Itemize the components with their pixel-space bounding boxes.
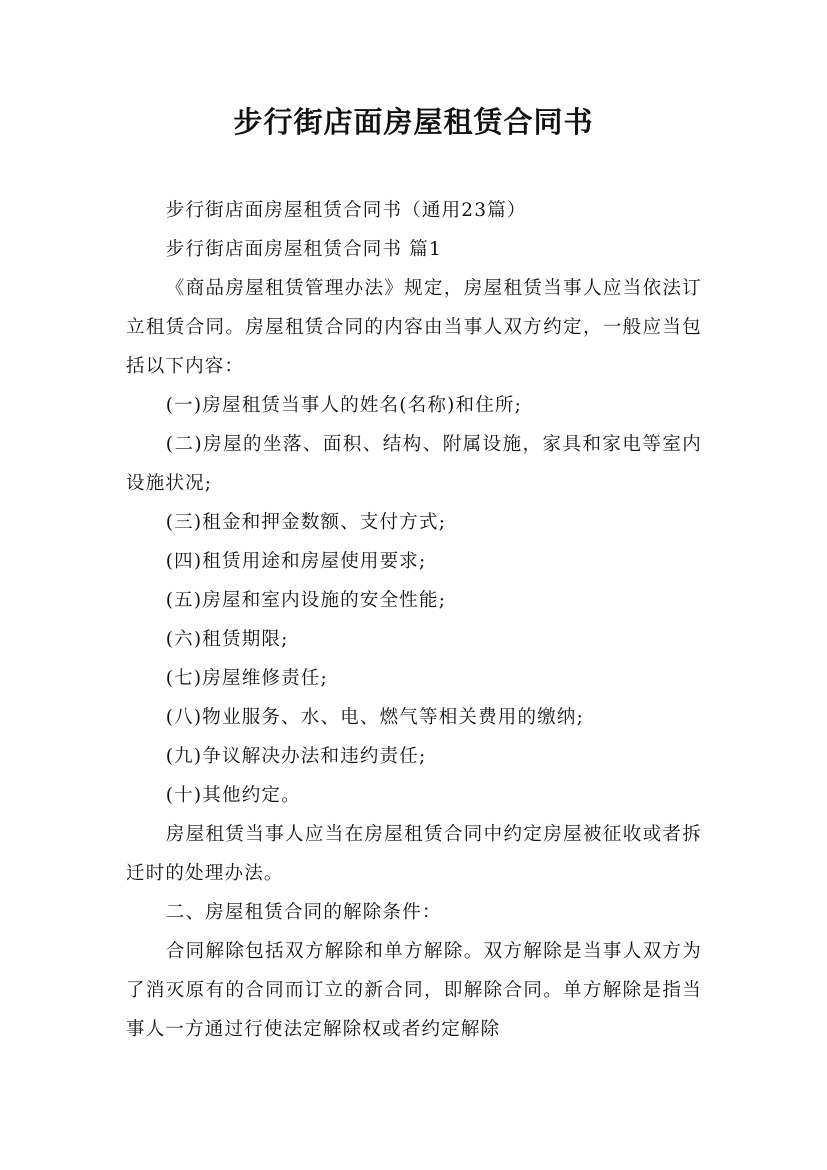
paragraph-subtitle: 步行街店面房屋租赁合同书（通用23篇）	[165, 200, 527, 221]
list-item: (十)其他约定。	[165, 785, 301, 806]
list-item: (二)房屋的坐落、面积、结构、附属设施，家具和家电等室内设施状况;	[126, 434, 702, 494]
list-item: (六)租赁期限;	[165, 629, 289, 650]
list-item: (三)租金和押金数额、支付方式;	[165, 512, 447, 533]
document-title: 步行街店面房屋租赁合同书	[233, 105, 594, 139]
paragraph-expropriation: 房屋租赁当事人应当在房屋租赁合同中约定房屋被征收或者拆迁时的处理办法。	[126, 824, 702, 884]
list-item: (五)房屋和室内设施的安全性能;	[165, 590, 447, 611]
document-body	[126, 191, 702, 1049]
list-item: (四)租赁用途和房屋使用要求;	[165, 551, 427, 572]
paragraph-heading-termination: 二、房屋租赁合同的解除条件：	[165, 902, 442, 923]
list-item: (八)物业服务、水、电、燃气等相关费用的缴纳;	[165, 707, 585, 728]
paragraph-termination: 合同解除包括双方解除和单方解除。双方解除是当事人双方为了消灭原有的合同而订立的新合同，即解除合同。单方解除是指当事人一方通过行使法定解除权或者约定解除	[126, 941, 702, 1040]
list-item: (一)房屋租赁当事人的姓名(名称)和住所;	[165, 395, 523, 416]
paragraph-intro: 《商品房屋租赁管理办法》规定，房屋租赁当事人应当依法订立租赁合同。房屋租赁合同的内容由当事人双方约定，一般应当包括以下内容：	[126, 278, 702, 377]
paragraph-section-heading: 步行街店面房屋租赁合同书 篇1	[165, 239, 442, 260]
list-item: (七)房屋维修责任;	[165, 668, 328, 689]
list-item: (九)争议解决办法和违约责任;	[165, 746, 427, 767]
